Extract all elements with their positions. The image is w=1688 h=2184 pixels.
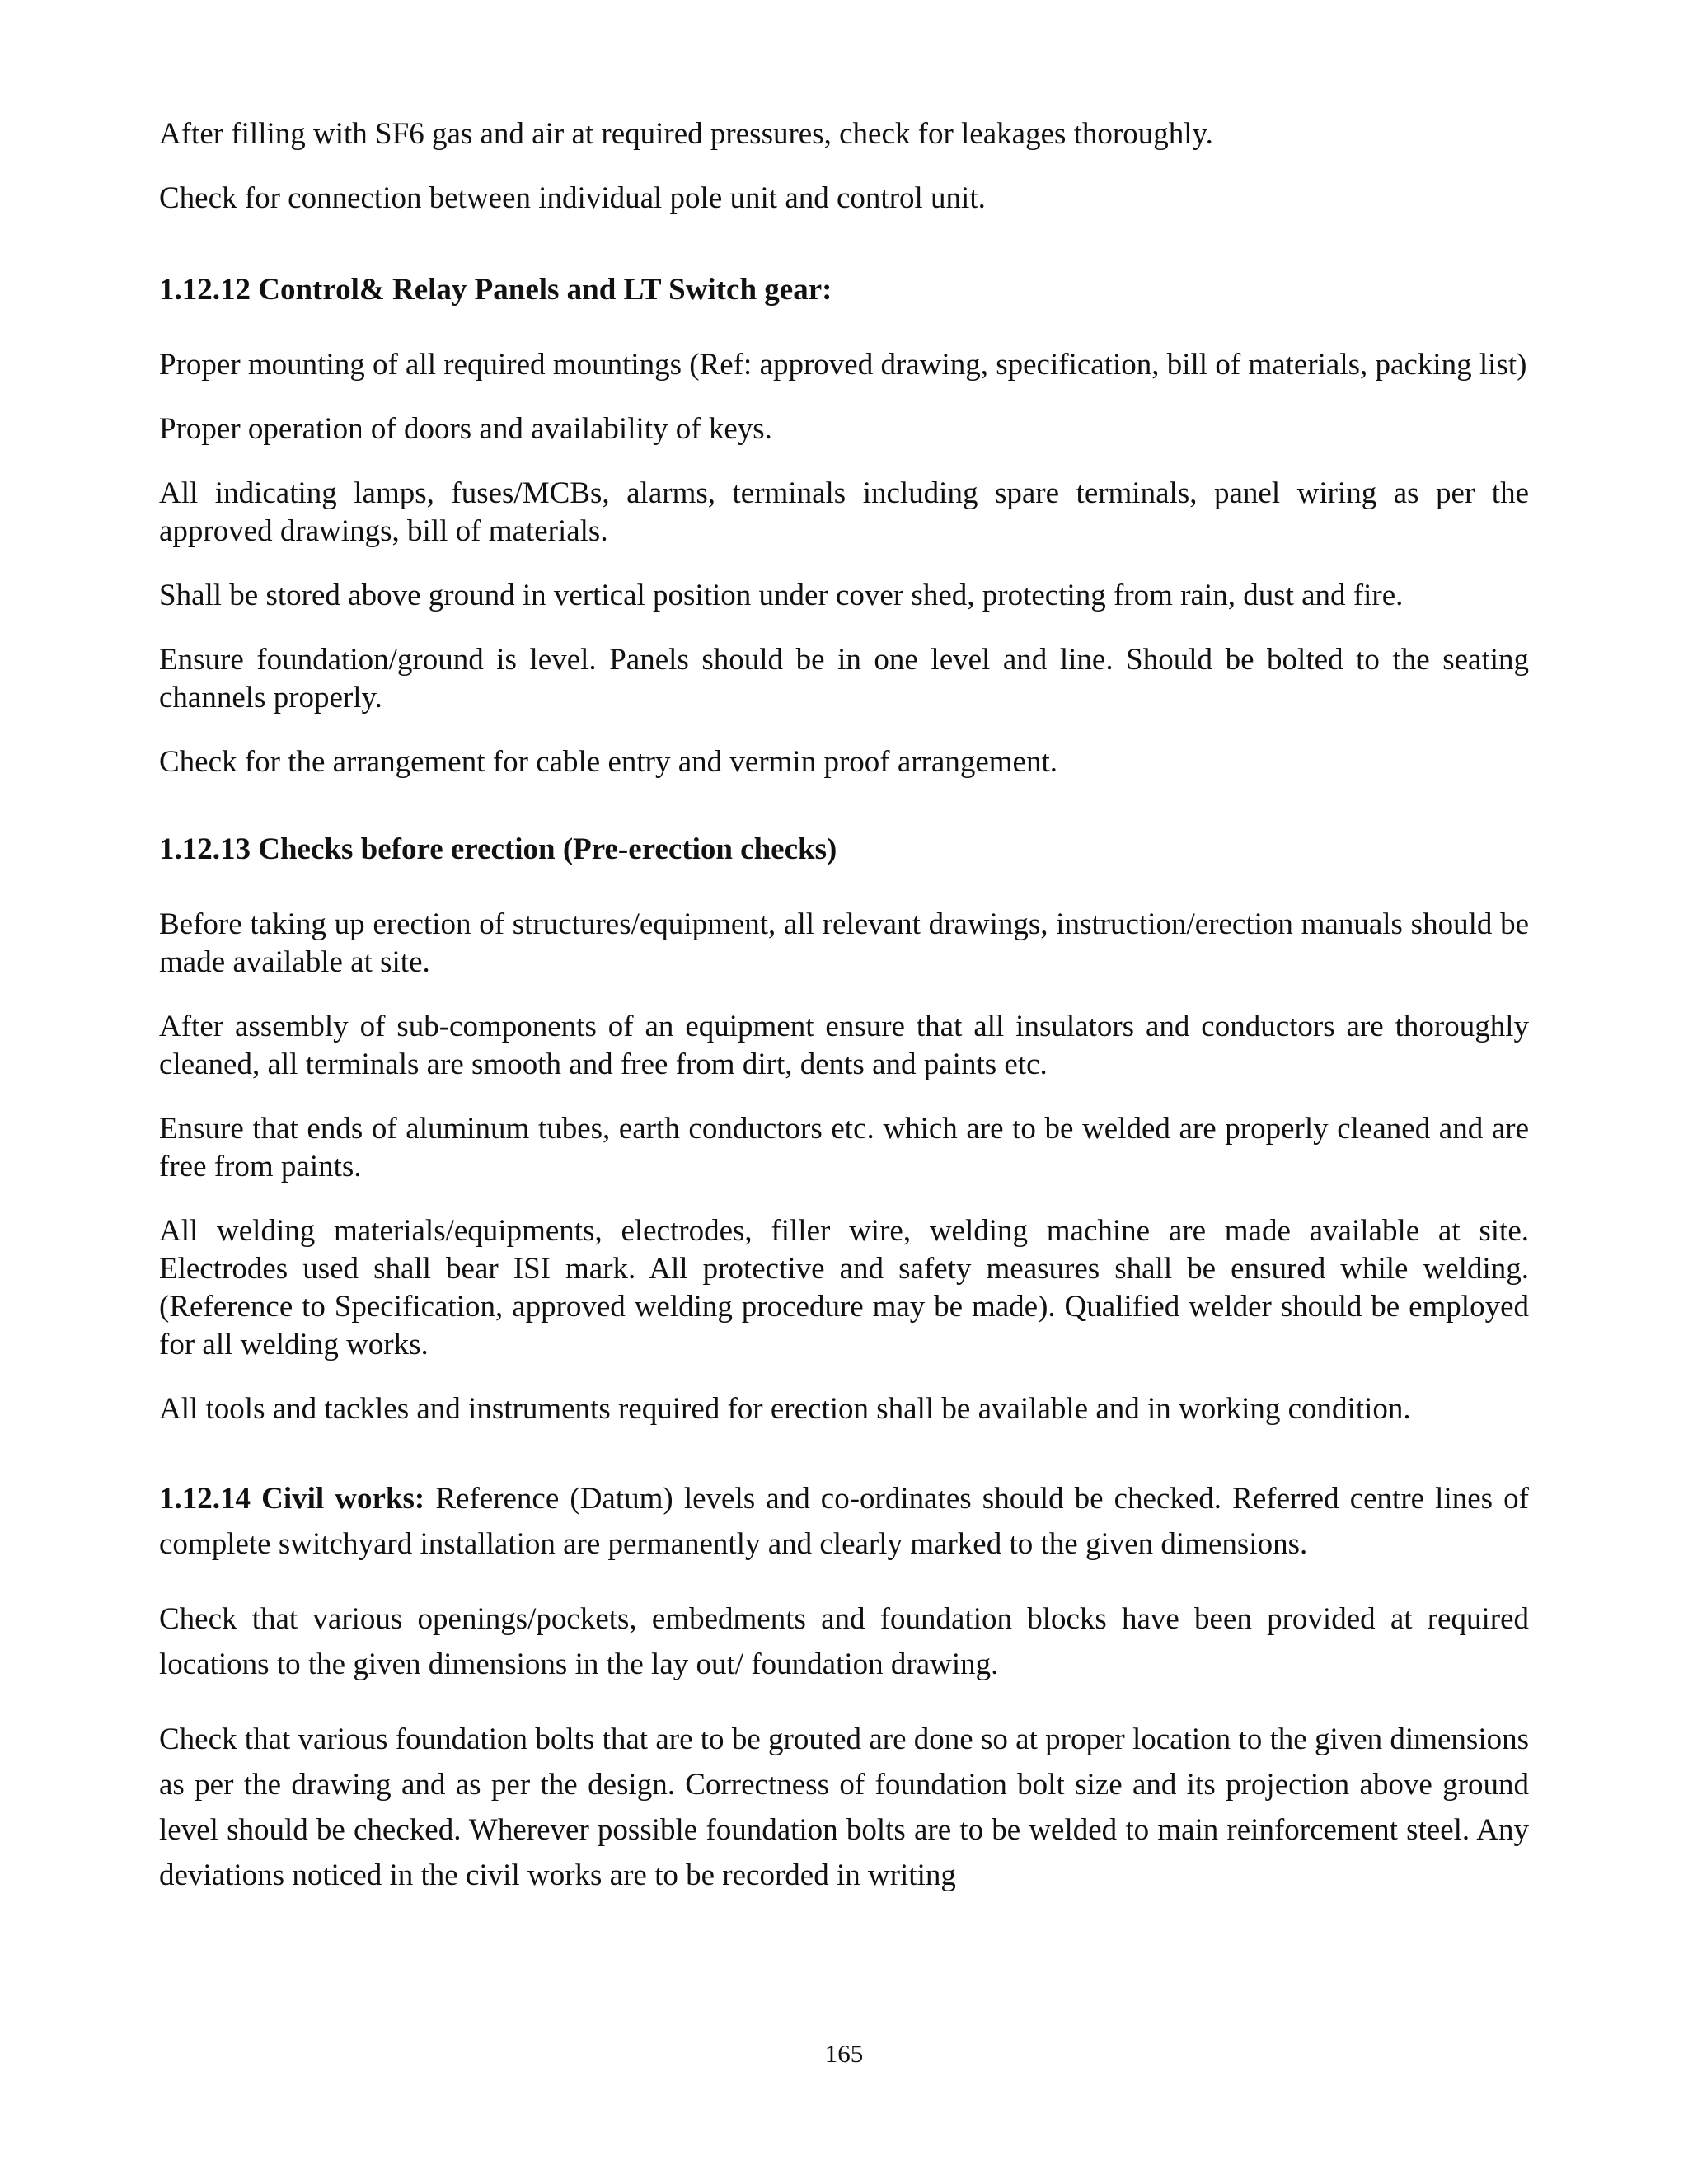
paragraph-foundation-level: Ensure foundation/ground is level. Panels should be in one level and line. Should be bolted to the seating channels properly. bbox=[159, 643, 1529, 715]
paragraph-tools-tackles: All tools and tackles and instruments required for erection shall be available and in working condition. bbox=[159, 1392, 1411, 1426]
paragraph-foundation-bolts: Check that various foundation bolts that are to be grouted are done so at proper location to the given dimensions as per the drawing and as per the design. Correctness of foundation bolt size and its projection above ground level should be checked. Wherever possible foundation bolts are to be welded to main reinforcement steel. Any deviations noticed in the civil works are to be recorded in writing bbox=[159, 1722, 1529, 1892]
page-content bbox=[159, 115, 1529, 1898]
paragraph-storage: Shall be stored above ground in vertical position under cover shed, protecting from rain, dust and fire. bbox=[159, 579, 1404, 612]
paragraph-subcomponent-assembly: After assembly of sub-components of an equipment ensure that all insulators and conductors are thoroughly cleaned, all terminals are smooth and free from dirt, dents and paints etc. bbox=[159, 1010, 1529, 1081]
paragraph-drawings-available: Before taking up erection of structures/equipment, all relevant drawings, instruction/erection manuals should be made available at site. bbox=[159, 907, 1529, 979]
paragraph-welding-materials: All welding materials/equipments, electrodes, filler wire, welding machine are made available at site. Electrodes used shall bear ISI mark. All protective and safety measures shall be ensured while welding. (Reference to Specification, approved welding procedure may be made). Qualified welder should be employed for all welding works. bbox=[159, 1214, 1529, 1361]
section-heading-1-12-12: 1.12.12 Control& Relay Panels and LT Switch gear: bbox=[159, 273, 832, 307]
paragraph-sf6-leak-check: After filling with SF6 gas and air at required pressures, check for leakages thoroughly. bbox=[159, 117, 1213, 151]
paragraph-openings-pockets: Check that various openings/pockets, embedments and foundation blocks have been provided at required locations to the given dimensions in the lay out/ foundation drawing. bbox=[159, 1602, 1529, 1681]
paragraph-cable-entry: Check for the arrangement for cable entry and vermin proof arrangement. bbox=[159, 745, 1057, 779]
paragraph-door-operation: Proper operation of doors and availability of keys. bbox=[159, 412, 772, 446]
civil-works-lead-text: Reference (Datum) levels and co-ordinates should be checked. Referred centre lines of complete switchyard installation are permanently and clearly marked to the given dimensions. bbox=[159, 1482, 1529, 1561]
paragraph-pole-connection-check: Check for connection between individual pole unit and control unit. bbox=[159, 181, 986, 215]
paragraph-civil-works bbox=[159, 1476, 1529, 1567]
paragraph-indicating-lamps: All indicating lamps, fuses/MCBs, alarms, terminals including spare terminals, panel wiring as per the approved drawings, bill of materials. bbox=[159, 476, 1529, 548]
paragraph-aluminum-tubes: Ensure that ends of aluminum tubes, earth conductors etc. which are to be welded are properly cleaned and are free from paints. bbox=[159, 1112, 1529, 1183]
section-heading-1-12-14: 1.12.14 Civil works: bbox=[159, 1482, 425, 1516]
paragraph-proper-mounting: Proper mounting of all required mountings (Ref: approved drawing, specification, bill of materials, packing list) bbox=[159, 348, 1527, 382]
page-number: 165 bbox=[824, 2039, 864, 2068]
section-heading-1-12-13: 1.12.13 Checks before erection (Pre-erection checks) bbox=[159, 832, 837, 866]
